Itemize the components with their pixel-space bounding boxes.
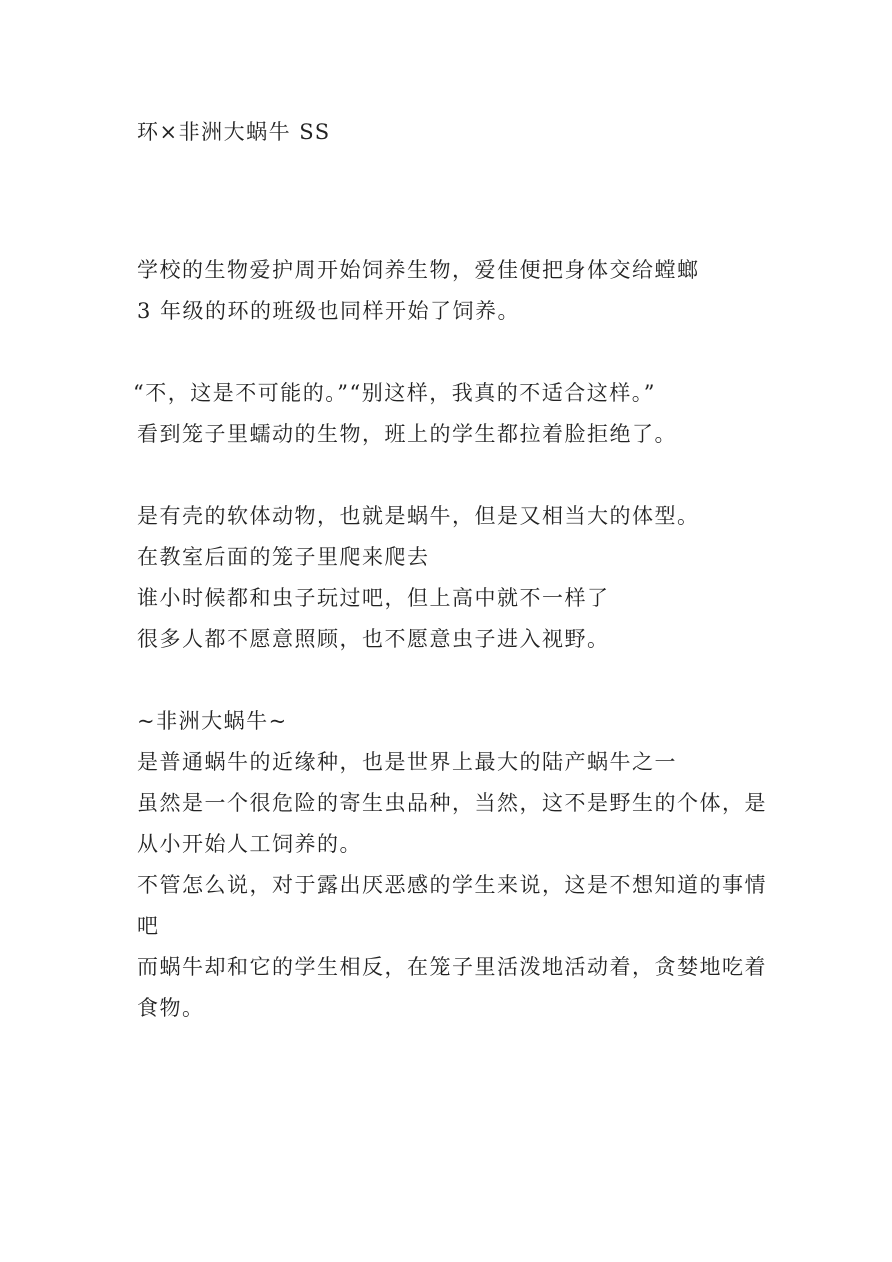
paragraph-dialogue xyxy=(133,373,767,455)
text-line: 是普通蜗牛的近缘种，也是世界上最大的陆产蜗牛之一 xyxy=(137,750,677,774)
text-line: “不，这是不可能的。”“别这样，我真的不适合这样。” xyxy=(133,381,656,405)
paragraph-species-info xyxy=(137,701,767,1029)
paragraph-snail-description xyxy=(137,496,767,660)
text-line: 不管怎么说，对于露出厌恶感的学生来说，这是不想知道的事情吧 xyxy=(137,873,767,938)
text-line: 是有壳的软体动物，也就是蜗牛，但是又相当大的体型。 xyxy=(137,504,700,528)
text-line: 谁小时候都和虫子玩过吧，但上高中就不一样了 xyxy=(137,586,610,610)
paragraph-intro xyxy=(137,250,767,332)
text-line: 虽然是一个很危险的寄生虫品种，当然，这不是野生的个体，是从小开始人工饲养的。 xyxy=(137,791,767,856)
document-title: 环×非洲大蜗牛 SS xyxy=(137,120,331,144)
text-line: 3 年级的环的班级也同样开始了饲养。 xyxy=(137,299,521,323)
document-body xyxy=(133,112,767,1029)
text-line: 看到笼子里蠕动的生物，班上的学生都拉着脸拒绝了。 xyxy=(137,422,677,446)
text-line: 在教室后面的笼子里爬来爬去 xyxy=(137,545,430,569)
text-line: 很多人都不愿意照顾，也不愿意虫子进入视野。 xyxy=(137,627,610,651)
section-heading: ~非洲大蜗牛~ xyxy=(137,709,288,733)
text-line: 学校的生物爱护周开始饲养生物，爱佳便把身体交给螳螂 xyxy=(137,258,700,282)
text-line: 而蜗牛却和它的学生相反，在笼子里活泼地活动着，贪婪地吃着食物。 xyxy=(137,955,767,1020)
